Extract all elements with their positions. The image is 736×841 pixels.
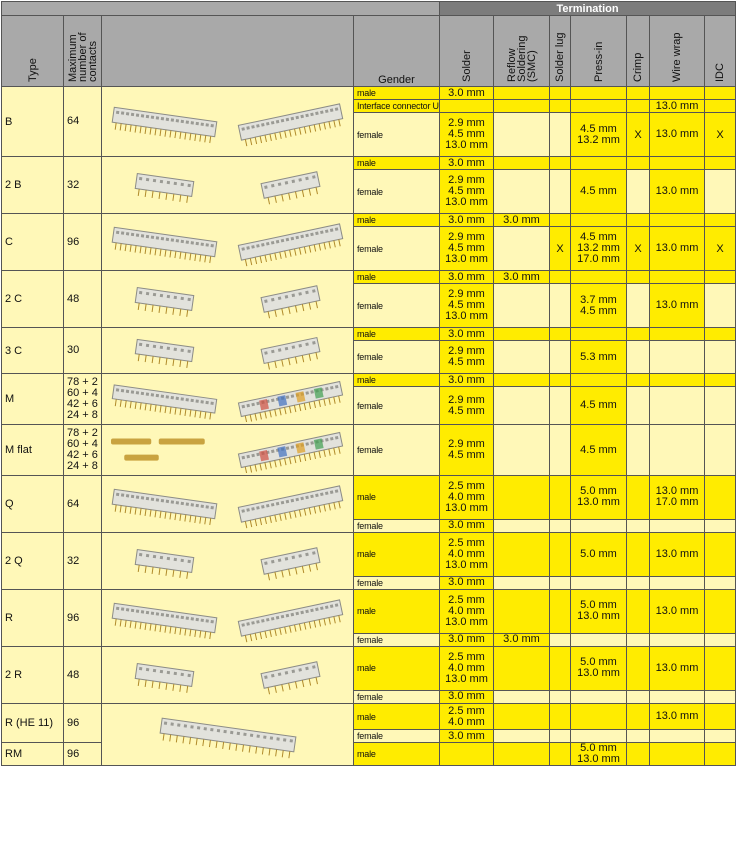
idc-cell: X (705, 113, 736, 157)
type-cell: B (2, 87, 64, 157)
wire-wrap-cell (650, 341, 705, 374)
solder-cell: 2.5 mm 4.0 mm (440, 704, 494, 730)
press-in-cell: 5.3 mm (571, 341, 627, 374)
idc-cell (705, 730, 736, 743)
col-solder-lug: Solder lug (550, 16, 571, 87)
connector-male-short-image (117, 536, 212, 586)
max-contacts-cell: 48 (64, 647, 102, 704)
press-in-cell: 3.7 mm 4.5 mm (571, 284, 627, 328)
idc-cell (705, 425, 736, 476)
solder-lug-cell (550, 214, 571, 227)
idc-cell (705, 633, 736, 646)
idc-cell (705, 100, 736, 113)
type-cell: RM (2, 743, 64, 766)
reflow-cell (494, 576, 550, 589)
type-cell: Q (2, 476, 64, 533)
crimp-cell (627, 87, 650, 100)
solder-lug-cell (550, 730, 571, 743)
wire-wrap-cell (650, 87, 705, 100)
crimp-cell (627, 519, 650, 532)
crimp-cell (627, 374, 650, 387)
press-in-cell (571, 576, 627, 589)
gender-cell: female (354, 341, 440, 374)
idc-cell (705, 374, 736, 387)
wire-wrap-cell (650, 743, 705, 766)
product-image-cell (102, 533, 354, 590)
solder-cell: 3.0 mm (440, 633, 494, 646)
gender-cell: Interface connector U (354, 100, 440, 113)
press-in-cell (571, 87, 627, 100)
table-row (2, 214, 736, 227)
max-contacts-cell: 96 (64, 214, 102, 271)
solder-lug-cell: X (550, 227, 571, 271)
press-in-cell (571, 214, 627, 227)
connector-male-long-image (107, 593, 222, 643)
crimp-cell (627, 170, 650, 214)
solder-lug-cell (550, 87, 571, 100)
press-in-cell (571, 374, 627, 387)
press-in-cell (571, 690, 627, 703)
solder-lug-cell (550, 647, 571, 691)
type-cell: 2 Q (2, 533, 64, 590)
solder-lug-cell (550, 100, 571, 113)
idc-cell (705, 519, 736, 532)
wire-wrap-cell (650, 387, 705, 425)
crimp-cell (627, 425, 650, 476)
gender-cell: female (354, 690, 440, 703)
idc-cell (705, 157, 736, 170)
gender-cell: female (354, 633, 440, 646)
max-contacts-cell: 64 (64, 476, 102, 533)
press-in-cell: 4.5 mm (571, 387, 627, 425)
wire-wrap-cell (650, 271, 705, 284)
table-row (2, 533, 736, 577)
max-contacts-cell: 96 (64, 590, 102, 647)
termination-table (1, 1, 736, 766)
table-row (2, 157, 736, 170)
reflow-cell: 3.0 mm (494, 214, 550, 227)
solder-lug-cell (550, 476, 571, 520)
product-image-cell (102, 328, 354, 374)
crimp-cell (627, 271, 650, 284)
solder-lug-cell (550, 743, 571, 766)
reflow-cell (494, 374, 550, 387)
wire-wrap-cell (650, 214, 705, 227)
press-in-cell (571, 271, 627, 284)
crimp-cell (627, 690, 650, 703)
idc-cell (705, 743, 736, 766)
col-solder: Solder (440, 16, 494, 87)
press-in-cell: 5.0 mm 13.0 mm (571, 647, 627, 691)
gender-cell: male (354, 271, 440, 284)
wire-wrap-cell: 13.0 mm (650, 284, 705, 328)
idc-cell (705, 328, 736, 341)
reflow-cell (494, 425, 550, 476)
wire-wrap-cell (650, 690, 705, 703)
idc-cell (705, 170, 736, 214)
gender-cell: female (354, 284, 440, 328)
reflow-cell (494, 730, 550, 743)
type-cell: 2 C (2, 271, 64, 328)
crimp-cell (627, 590, 650, 634)
type-cell: M flat (2, 425, 64, 476)
solder-lug-cell (550, 690, 571, 703)
product-image-cell (102, 476, 354, 533)
reflow-cell: 3.0 mm (494, 633, 550, 646)
crimp-cell (627, 576, 650, 589)
product-image-cell (102, 647, 354, 704)
solder-cell: 3.0 mm (440, 271, 494, 284)
press-in-cell: 5.0 mm 13.0 mm (571, 590, 627, 634)
wire-wrap-cell (650, 328, 705, 341)
solder-lug-cell (550, 170, 571, 214)
reflow-cell (494, 227, 550, 271)
wire-wrap-cell (650, 157, 705, 170)
solder-cell: 2.9 mm 4.5 mm 13.0 mm (440, 227, 494, 271)
solder-lug-cell (550, 341, 571, 374)
reflow-cell (494, 590, 550, 634)
crimp-cell (627, 730, 650, 743)
idc-cell (705, 590, 736, 634)
solder-lug-cell (550, 328, 571, 341)
idc-cell (705, 704, 736, 730)
connector-male-long-image (107, 479, 222, 529)
gender-cell: male (354, 157, 440, 170)
solder-lug-cell (550, 576, 571, 589)
wire-wrap-cell: 13.0 mm (650, 533, 705, 577)
gender-cell: female (354, 730, 440, 743)
reflow-cell (494, 476, 550, 520)
product-image-cell (102, 271, 354, 328)
solder-cell: 2.5 mm 4.0 mm 13.0 mm (440, 647, 494, 691)
wire-wrap-cell: 13.0 mm (650, 704, 705, 730)
max-contacts-cell: 78 + 2 60 + 4 42 + 6 24 + 8 (64, 425, 102, 476)
gender-cell: male (354, 87, 440, 100)
crimp-cell (627, 476, 650, 520)
solder-lug-cell (550, 633, 571, 646)
wire-wrap-cell: 13.0 mm (650, 227, 705, 271)
crimp-cell (627, 387, 650, 425)
press-in-cell (571, 100, 627, 113)
gender-cell: male (354, 647, 440, 691)
gender-cell: female (354, 576, 440, 589)
max-contacts-cell: 48 (64, 271, 102, 328)
product-image-cell (102, 157, 354, 214)
crimp-cell (627, 743, 650, 766)
max-contacts-cell: 96 (64, 704, 102, 743)
product-image-cell (102, 374, 354, 425)
idc-cell (705, 476, 736, 520)
solder-cell: 2.9 mm 4.5 mm 13.0 mm (440, 284, 494, 328)
press-in-cell: 4.5 mm 13.2 mm (571, 113, 627, 157)
product-image-cell (102, 425, 354, 476)
solder-cell: 3.0 mm (440, 157, 494, 170)
solder-cell: 3.0 mm (440, 576, 494, 589)
col-type: Type (2, 16, 64, 87)
max-contacts-cell: 78 + 2 60 + 4 42 + 6 24 + 8 (64, 374, 102, 425)
solder-cell: 3.0 mm (440, 374, 494, 387)
solder-cell: 3.0 mm (440, 519, 494, 532)
solder-cell: 2.9 mm 4.5 mm 13.0 mm (440, 113, 494, 157)
press-in-cell (571, 157, 627, 170)
col-idc: IDC (705, 16, 736, 87)
solder-cell: 2.9 mm 4.5 mm (440, 341, 494, 374)
solder-cell (440, 100, 494, 113)
crimp-cell (627, 157, 650, 170)
wire-wrap-cell (650, 633, 705, 646)
idc-cell (705, 87, 736, 100)
solder-cell: 2.5 mm 4.0 mm 13.0 mm (440, 590, 494, 634)
product-image-cell (102, 87, 354, 157)
table-row (2, 647, 736, 691)
table-row (2, 374, 736, 387)
idc-cell (705, 271, 736, 284)
press-in-cell (571, 704, 627, 730)
type-cell: R (2, 590, 64, 647)
reflow-cell (494, 533, 550, 577)
solder-cell: 2.9 mm 4.5 mm 13.0 mm (440, 170, 494, 214)
solder-cell: 2.9 mm 4.5 mm (440, 387, 494, 425)
reflow-cell (494, 157, 550, 170)
wire-wrap-cell (650, 374, 705, 387)
connector-male-long-image (107, 97, 222, 147)
solder-lug-cell (550, 590, 571, 634)
reflow-cell (494, 743, 550, 766)
press-in-cell: 4.5 mm (571, 425, 627, 476)
max-contacts-cell: 30 (64, 328, 102, 374)
connector-male-long-image (153, 710, 303, 760)
table-row (2, 271, 736, 284)
wire-wrap-cell: 13.0 mm (650, 113, 705, 157)
solder-cell: 3.0 mm (440, 730, 494, 743)
type-cell: 3 C (2, 328, 64, 374)
termination-header: Termination (440, 2, 736, 16)
connector-male-short-image (117, 650, 212, 700)
connector-male-long-image (107, 217, 222, 267)
solder-cell: 3.0 mm (440, 328, 494, 341)
crimp-cell (627, 704, 650, 730)
gender-cell: male (354, 476, 440, 520)
type-cell: C (2, 214, 64, 271)
solder-lug-cell (550, 271, 571, 284)
table-row (2, 328, 736, 341)
gender-cell: female (354, 425, 440, 476)
connector-female-long-image (233, 479, 348, 529)
type-cell: 2 R (2, 647, 64, 704)
solder-cell (440, 743, 494, 766)
idc-cell (705, 690, 736, 703)
crimp-cell (627, 328, 650, 341)
press-in-cell: 4.5 mm 13.2 mm 17.0 mm (571, 227, 627, 271)
solder-cell: 2.5 mm 4.0 mm 13.0 mm (440, 476, 494, 520)
crimp-cell (627, 284, 650, 328)
idc-cell (705, 576, 736, 589)
max-contacts-cell: 64 (64, 87, 102, 157)
press-in-cell (571, 328, 627, 341)
gender-cell: male (354, 328, 440, 341)
wire-wrap-cell (650, 519, 705, 532)
col-image (102, 16, 354, 87)
solder-lug-cell (550, 157, 571, 170)
table-row (2, 425, 736, 476)
solder-lug-cell (550, 374, 571, 387)
press-in-cell: 5.0 mm 13.0 mm (571, 743, 627, 766)
product-image-cell (102, 590, 354, 647)
press-in-cell (571, 519, 627, 532)
gender-cell: male (354, 743, 440, 766)
reflow-cell (494, 704, 550, 730)
type-cell: R (HE 11) (2, 704, 64, 743)
reflow-cell (494, 100, 550, 113)
gender-cell: female (354, 227, 440, 271)
table-row (2, 590, 736, 634)
connector-female-long-image (233, 593, 348, 643)
solder-lug-cell (550, 387, 571, 425)
gender-cell: male (354, 533, 440, 577)
crimp-cell: X (627, 227, 650, 271)
wire-wrap-cell: 13.0 mm (650, 100, 705, 113)
product-image-cell (102, 704, 354, 766)
col-reflow: Reflow Soldering (SMC) (494, 16, 550, 87)
idc-cell: X (705, 227, 736, 271)
solder-cell: 3.0 mm (440, 87, 494, 100)
solder-cell: 3.0 mm (440, 690, 494, 703)
reflow-cell: 3.0 mm (494, 271, 550, 284)
col-max-contacts: Maximum number of contacts (64, 16, 102, 87)
solder-cell: 3.0 mm (440, 214, 494, 227)
connector-male-small-image (117, 330, 212, 371)
wire-wrap-cell: 13.0 mm (650, 647, 705, 691)
wire-wrap-cell: 13.0 mm (650, 170, 705, 214)
contact-pins-image (107, 427, 222, 473)
connector-male-short-image (117, 274, 212, 324)
product-image-cell (102, 214, 354, 271)
col-gender: Gender (354, 16, 440, 87)
header-blank (2, 2, 440, 16)
max-contacts-cell: 32 (64, 533, 102, 590)
reflow-cell (494, 647, 550, 691)
connector-female-long-image (233, 217, 348, 267)
gender-cell: female (354, 113, 440, 157)
connector-female-short-image (243, 160, 338, 210)
gender-cell: male (354, 374, 440, 387)
table-row (2, 704, 736, 730)
connector-female-mixed-image (233, 376, 348, 422)
connector-female-small-image (243, 330, 338, 371)
press-in-cell: 4.5 mm (571, 170, 627, 214)
connector-female-short-image (243, 650, 338, 700)
connector-female-short-image (243, 274, 338, 324)
connector-female-long-image (233, 97, 348, 147)
idc-cell (705, 284, 736, 328)
reflow-cell (494, 87, 550, 100)
press-in-cell: 5.0 mm (571, 533, 627, 577)
reflow-cell (494, 328, 550, 341)
reflow-cell (494, 519, 550, 532)
table-row (2, 87, 736, 100)
connector-female-mixed-image (233, 427, 348, 473)
gender-cell: male (354, 590, 440, 634)
solder-lug-cell (550, 533, 571, 577)
idc-cell (705, 647, 736, 691)
crimp-cell (627, 633, 650, 646)
type-cell: 2 B (2, 157, 64, 214)
crimp-cell (627, 214, 650, 227)
solder-lug-cell (550, 113, 571, 157)
idc-cell (705, 214, 736, 227)
solder-cell: 2.9 mm 4.5 mm (440, 425, 494, 476)
wire-wrap-cell (650, 576, 705, 589)
gender-cell: female (354, 387, 440, 425)
gender-cell: male (354, 214, 440, 227)
idc-cell (705, 533, 736, 577)
crimp-cell (627, 100, 650, 113)
wire-wrap-cell: 13.0 mm (650, 590, 705, 634)
idc-cell (705, 387, 736, 425)
gender-cell: male (354, 704, 440, 730)
wire-wrap-cell (650, 730, 705, 743)
gender-cell: female (354, 519, 440, 532)
max-contacts-cell: 32 (64, 157, 102, 214)
reflow-cell (494, 113, 550, 157)
type-cell: M (2, 374, 64, 425)
reflow-cell (494, 284, 550, 328)
press-in-cell: 5.0 mm 13.0 mm (571, 476, 627, 520)
idc-cell (705, 341, 736, 374)
crimp-cell (627, 647, 650, 691)
solder-lug-cell (550, 284, 571, 328)
reflow-cell (494, 170, 550, 214)
crimp-cell (627, 341, 650, 374)
solder-lug-cell (550, 519, 571, 532)
max-contacts-cell: 96 (64, 743, 102, 766)
connector-female-short-image (243, 536, 338, 586)
col-wire-wrap: Wire wrap (650, 16, 705, 87)
crimp-cell: X (627, 113, 650, 157)
reflow-cell (494, 690, 550, 703)
wire-wrap-cell: 13.0 mm 17.0 mm (650, 476, 705, 520)
reflow-cell (494, 387, 550, 425)
press-in-cell (571, 633, 627, 646)
press-in-cell (571, 730, 627, 743)
crimp-cell (627, 533, 650, 577)
col-press-in: Press-in (571, 16, 627, 87)
connector-male-short-image (117, 160, 212, 210)
connector-male-long-image (107, 376, 222, 422)
solder-lug-cell (550, 704, 571, 730)
reflow-cell (494, 341, 550, 374)
solder-lug-cell (550, 425, 571, 476)
solder-cell: 2.5 mm 4.0 mm 13.0 mm (440, 533, 494, 577)
table-row (2, 476, 736, 520)
col-crimp: Crimp (627, 16, 650, 87)
gender-cell: female (354, 170, 440, 214)
wire-wrap-cell (650, 425, 705, 476)
